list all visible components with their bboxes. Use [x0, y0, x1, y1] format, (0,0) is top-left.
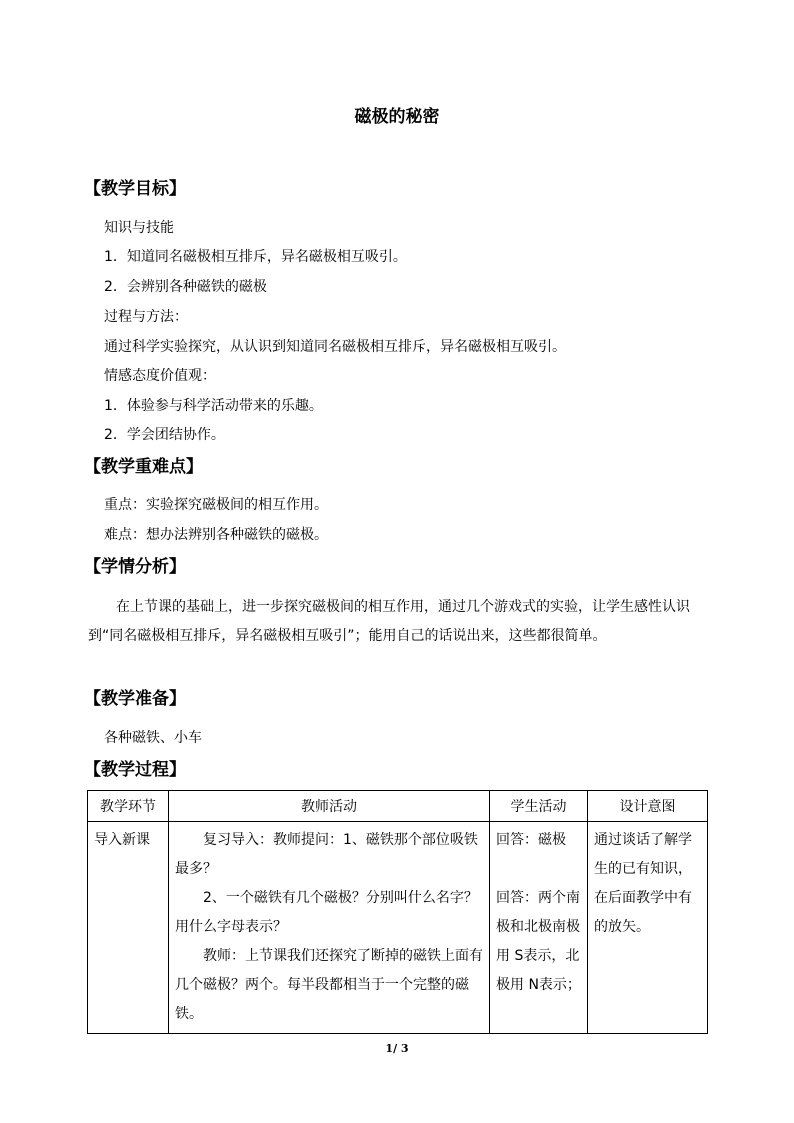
goal-line: 1．体验参与科学活动带来的乐趣。 — [104, 398, 323, 414]
heading-key-points: 【教学重难点】 — [84, 457, 203, 477]
teacher-activity-line: 复习导入：教师提问：1、磁铁那个部位吸铁最多？ — [175, 832, 478, 877]
heading-preparation: 【教学准备】 — [84, 689, 186, 709]
preparation-text: 各种磁铁、小车 — [104, 730, 202, 746]
cell-student-activity — [490, 822, 588, 1034]
goal-line: 情感态度价值观： — [104, 368, 216, 384]
document-title: 磁极的秘密 — [354, 107, 440, 127]
cell-teacher-activity — [169, 822, 490, 1034]
goal-line: 2．会辨别各种磁铁的磁极 — [104, 279, 267, 295]
teaching-process-table — [87, 790, 708, 1034]
teacher-activity-line: 教师：上节课我们还探究了断掉的磁铁上面有几个磁极？两个。每半段都相当于一个完整的磁铁。 — [175, 948, 483, 1022]
header-stage: 教学环节 — [88, 791, 169, 822]
table-row — [88, 822, 708, 1034]
student-activity-line: 回答：两个南极和北极南极用 S表示，北极用 N表示； — [496, 890, 581, 993]
cell-stage: 导入新课 — [88, 822, 169, 1034]
heading-teaching-goals: 【教学目标】 — [84, 179, 186, 199]
difficult-point-line: 难点：想办法辨别各种磁铁的磁极。 — [104, 527, 328, 543]
goal-line: 1．知道同名磁极相互排斥，异名磁极相互吸引。 — [104, 249, 407, 265]
heading-student-analysis: 【学情分析】 — [84, 557, 186, 577]
goal-line: 2．学会团结协作。 — [104, 427, 225, 443]
header-design-intent: 设计意图 — [588, 791, 708, 822]
goal-line: 知识与技能 — [104, 220, 174, 236]
teacher-activity-line: 2、一个磁铁有几个磁极？分别叫什么名字？用什么字母表示？ — [175, 890, 478, 935]
key-point-line: 重点：实验探究磁极间的相互作用。 — [104, 497, 328, 513]
page-number: 1/ 3 — [385, 1042, 409, 1055]
student-activity-line: 回答：磁极 — [496, 832, 566, 848]
goal-line: 过程与方法： — [104, 309, 188, 325]
student-analysis-paragraph: 在上节课的基础上，进一步探究磁极间的相互作用，通过几个游戏式的实验，让学生感性认识到“同名磁极相互排斥，异名磁极相互吸引”；能用自己的话说出来，这些都很简单。 — [88, 599, 690, 644]
cell-design-intent: 通过谈话了解学生的已有知识，在后面教学中有的放矢。 — [588, 822, 708, 1034]
goal-line: 通过科学实验探究，从认识到知道同名磁极相互排斥，异名磁极相互吸引。 — [104, 339, 566, 355]
heading-teaching-process: 【教学过程】 — [84, 760, 186, 780]
header-student-activity: 学生活动 — [490, 791, 588, 822]
header-teacher-activity: 教师活动 — [169, 791, 490, 822]
table-header-row — [88, 791, 708, 822]
